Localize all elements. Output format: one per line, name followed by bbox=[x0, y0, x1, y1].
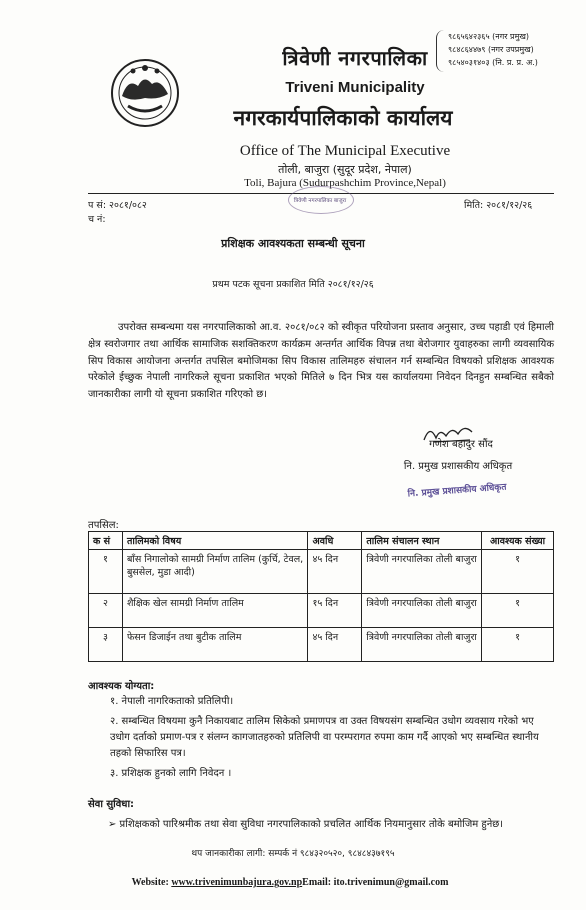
phone-cao: ९८५४०३१४०३ (नि. प्र. प्र. अ.) bbox=[448, 58, 538, 67]
requirements-heading: आवश्यक योग्यता: bbox=[88, 681, 155, 692]
address-en: Toli, Bajura (Sudurpashchim Province,Nepal) bbox=[244, 177, 446, 189]
training-table bbox=[88, 531, 554, 662]
municipality-name-en: Triveni Municipality bbox=[285, 79, 425, 96]
municipality-name-np: त्रिवेणी नगरपालिका bbox=[282, 46, 428, 70]
first-publication-date: प्रथम पटक सूचना प्रकाशित मिति २०८१/१२/२६ bbox=[212, 279, 374, 290]
schedule-label: तपसिल: bbox=[88, 520, 119, 531]
row-duration: ४५ दिन bbox=[308, 550, 362, 594]
requirement-item: २. सम्बन्धित विषयमा कुनै निकायबाट तालिम सिकेको प्रमाणपत्र वा उक्त विषयसंग सम्बन्धित उधोग व्यवसाय गरेको भए उधोग दर्ताको प्रमाण-पत्र र संलग्न कागजातहरुको प्रतिलिपी वा परम्परागत रुपमा काम गर्दै आएको भए सम्बन्धित स्थानीय तहको सिफारिस पत्र। bbox=[110, 716, 539, 759]
row-duration: ४५ दिन bbox=[308, 628, 362, 662]
row-subject: शैक्षिक खेल सामग्री निर्माण तालिम bbox=[122, 594, 308, 628]
notice-subject: प्रशिक्षक आवश्यकता सम्बन्धी सूचना bbox=[221, 237, 365, 250]
reference-number: प सं: २०८१/०८२ bbox=[88, 200, 147, 211]
phone-deputy: ९८४८६४४७९ (नगर उपप्रमुख) bbox=[448, 45, 534, 54]
row-serial: १ bbox=[89, 550, 123, 594]
phone-list bbox=[448, 30, 580, 69]
phone-mayor: ९८६५६४२३६५ (नगर प्रमुख) bbox=[448, 32, 530, 41]
email-link[interactable]: ito.trivenimun@gmail.com bbox=[333, 877, 449, 888]
table-row bbox=[89, 550, 554, 594]
facilities-heading: सेवा सुविधा: bbox=[88, 799, 135, 810]
office-stamp-text: त्रिवेणी नगरपालिका बाजुरा bbox=[293, 198, 347, 204]
row-duration: १५ दिन bbox=[308, 594, 362, 628]
col-serial: क सं bbox=[89, 532, 123, 550]
website-label: Website: bbox=[131, 877, 172, 888]
facilities-item: ➢ प्रशिक्षकको पारिश्रमीक तथा सेवा सुविधा नगरपालिकाको प्रचलित आर्थिक नियमानुसार तोके बमोजिम हुनेछ। bbox=[108, 819, 504, 830]
row-count: १ bbox=[482, 550, 554, 594]
row-location: त्रिवेणी नगरपालिका तोली बाजुरा bbox=[362, 594, 482, 628]
row-serial: २ bbox=[89, 594, 123, 628]
requirement-item: ३. प्रशिक्षक हुनको लागि निवेदन । bbox=[110, 768, 232, 779]
address-np: तोली, बाजुरा (सुदूर प्रदेश, नेपाल) bbox=[278, 163, 412, 176]
signatory-seal: नि. प्रमुख प्रशासकीय अधिकृत bbox=[407, 482, 507, 500]
row-serial: ३ bbox=[89, 628, 123, 662]
email-label: Email: bbox=[302, 877, 334, 888]
col-subject: तालिमको विषय bbox=[122, 532, 308, 550]
office-name-en: Office of The Municipal Executive bbox=[239, 143, 451, 159]
document-date: मिति: २०८१/१२/२६ bbox=[464, 200, 533, 211]
row-count: १ bbox=[482, 594, 554, 628]
notice-body: उपरोक्त सम्बन्धमा यस नगरपालिकाको आ.व. २०८१/०८२ को स्वीकृत परियोजना प्रस्ताव अनुसार, उच्च पहाडी एवं हिमाली क्षेत्र स्वरोजगार तथा आर्थिक सामाजिक सशक्तिकरण कार्यक्रम अन्तर्गत आर्थिक विपन्न तथा बेरोजगार युवाहरुका लागी व्यवसायिक सिप विकास आयोजना अन्तर्गत तपसिल बमोजिमका सिप विकास तालिमहरु संचालन गर्न सम्बन्धित विषयको प्रशिक्षक आवश्यक परेकोले ईच्छुक नेपाली नागरिकले सूचना प्रकाशित भएको मितिले ७ दिन भित्र यस कार्यालयमा निवेदन दिनहुन सम्बन्धित सबैको जानकारीका लागी यो सूचना प्रकाशित गरिएको छ। bbox=[88, 322, 554, 401]
row-count: १ bbox=[482, 628, 554, 662]
office-name-np: नगरकार्यपालिकाको कार्यालय bbox=[233, 106, 453, 130]
row-subject: बाँस निगालोको सामग्री निर्माण तालिम (कुर्चि, टेवल, बुससेल, मुडा आदी) bbox=[122, 550, 308, 594]
row-location: त्रिवेणी नगरपालिका तोली बाजुरा bbox=[362, 550, 482, 594]
dispatch-number: च नं: bbox=[88, 214, 106, 225]
table-header-row bbox=[89, 532, 554, 550]
row-location: त्रिवेणी नगरपालिका तोली बाजुरा bbox=[362, 628, 482, 662]
table-row bbox=[89, 628, 554, 662]
col-location: तालिम संचालन स्थान bbox=[362, 532, 482, 550]
row-subject: फेसन डिजाईन तथा बुटीक तालिम bbox=[122, 628, 308, 662]
col-duration: अवधि bbox=[308, 532, 362, 550]
contact-info: थप जानकारीका लागी: सम्पर्क नं ९८४३२०५२०, ९८४८४३७१९५ bbox=[191, 849, 395, 859]
signatory-post: नि. प्रमुख प्रशासकीय अधिकृत bbox=[403, 461, 513, 472]
table-row bbox=[89, 594, 554, 628]
website-link[interactable]: www.trivenimunbajura.gov.np bbox=[171, 877, 303, 888]
col-required-count: आवश्यक संख्या bbox=[482, 532, 554, 550]
municipality-emblem-icon bbox=[108, 56, 182, 130]
footer bbox=[60, 877, 520, 888]
signatory-name: गणेश बहादुर सौंद bbox=[429, 439, 493, 450]
requirement-item: १. नेपाली नागरिकताको प्रतिलिपी। bbox=[110, 696, 234, 707]
